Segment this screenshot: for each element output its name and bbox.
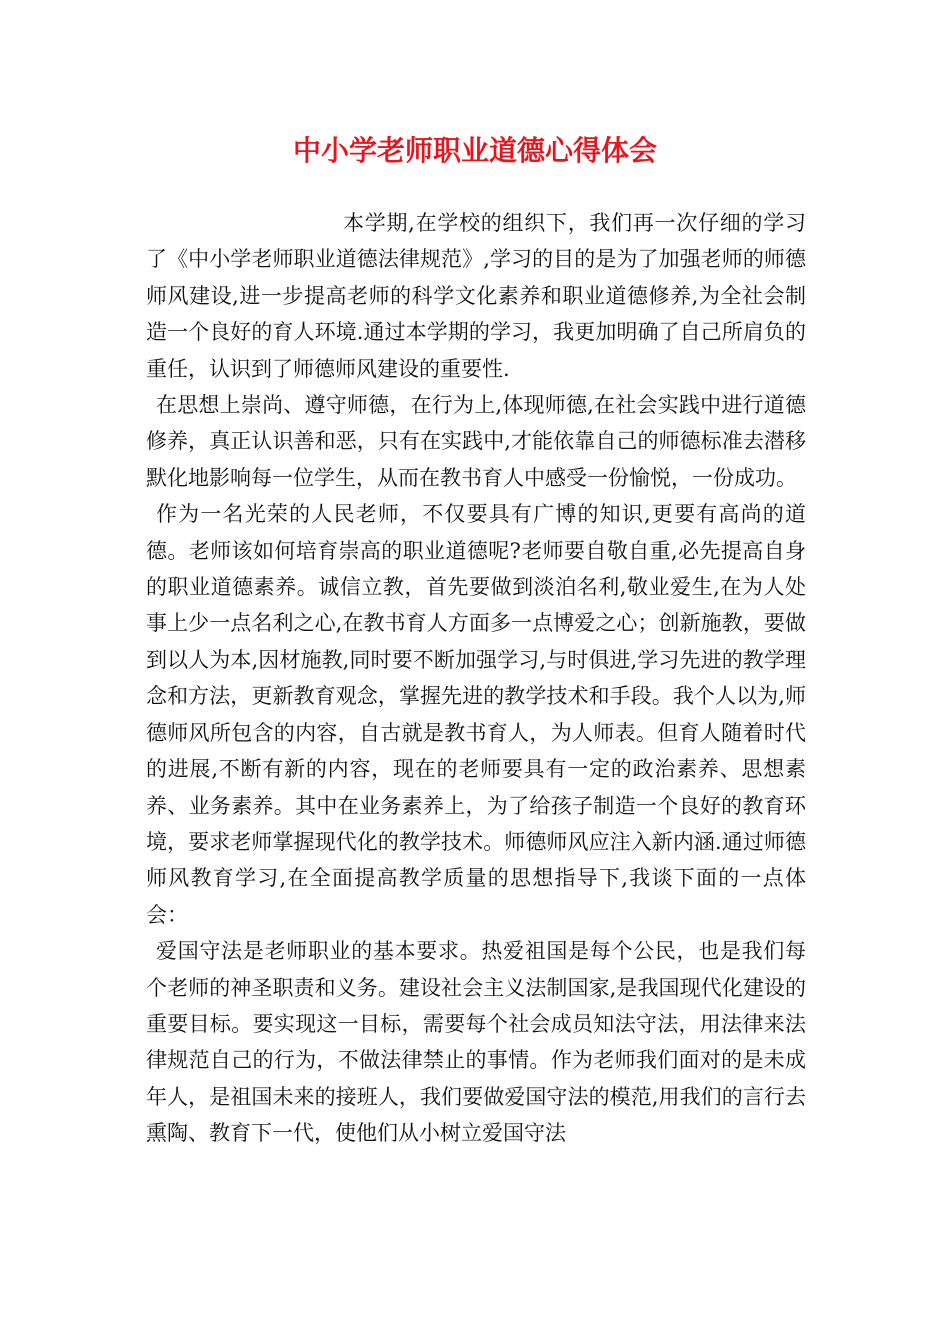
paragraph-3: 作为一名光荣的人民老师，不仅要具有广博的知识,更要有高尚的道德。老师该如何培育崇高的职业道德呢?老师要自敬自重,必先提高自身的职业道德素养。诚信立教，首先要做到淡泊名利,敬业爱生,在为人处事上少一点名利之心,在教书育人方面多一点博爱之心；创新施教，要做到以人为本,因材施教,同时要不断加强学习,与时俱进,学习先进的教学理念和方法，更新教育观念，掌握先进的教学技术和手段。我个人以为,师德师风所包含的内容，自古就是教书育人，为人师表。但育人随着时代的进展,不断有新的内容，现在的老师要具有一定的政治素养、思想素养、业务素养。其中在业务素养上，为了给孩子制造一个良好的教育环境，要求老师掌握现代化的教学技术。师德师风应注入新内涵.通过师德师风教育学习,在全面提高教学质量的思想指导下,我谈下面的一点体会： <box>146 502 806 927</box>
paragraph-2: 在思想上崇尚、遵守师德，在行为上,体现师德,在社会实践中进行道德修养，真正认识善和恶，只有在实践中,才能依靠自己的师德标准去潜移默化地影响每一位学生，从而在教书育人中感受一份愉悦，一份成功。 <box>146 393 806 490</box>
paragraph-4: 爱国守法是老师职业的基本要求。热爱祖国是每个公民，也是我们每个老师的神圣职责和义务。建设社会主义法制国家,是我国现代化建设的重要目标。要实现这一目标，需要每个社会成员知法守法，用法律来法律规范自己的行为，不做法律禁止的事情。作为老师我们面对的是未成年人，是祖国未来的接班人，我们要做爱国守法的模范,用我们的言行去熏陶、教育下一代，使他们从小树立爱国守法 <box>146 939 806 1146</box>
paragraph-1: 本学期,在学校的组织下，我们再一次仔细的学习了《中小学老师职业道德法律规范》,学习的目的是为了加强老师的师德师风建设,进一步提高老师的科学文化素养和职业道德修养,为全社会制造一个良好的育人环境.通过本学期的学习，我更加明确了自己所肩负的重任，认识到了师德师风建设的重要性. <box>146 211 806 381</box>
document-body <box>146 205 806 1152</box>
document-title: 中小学老师职业道德心得体会 <box>292 134 657 167</box>
